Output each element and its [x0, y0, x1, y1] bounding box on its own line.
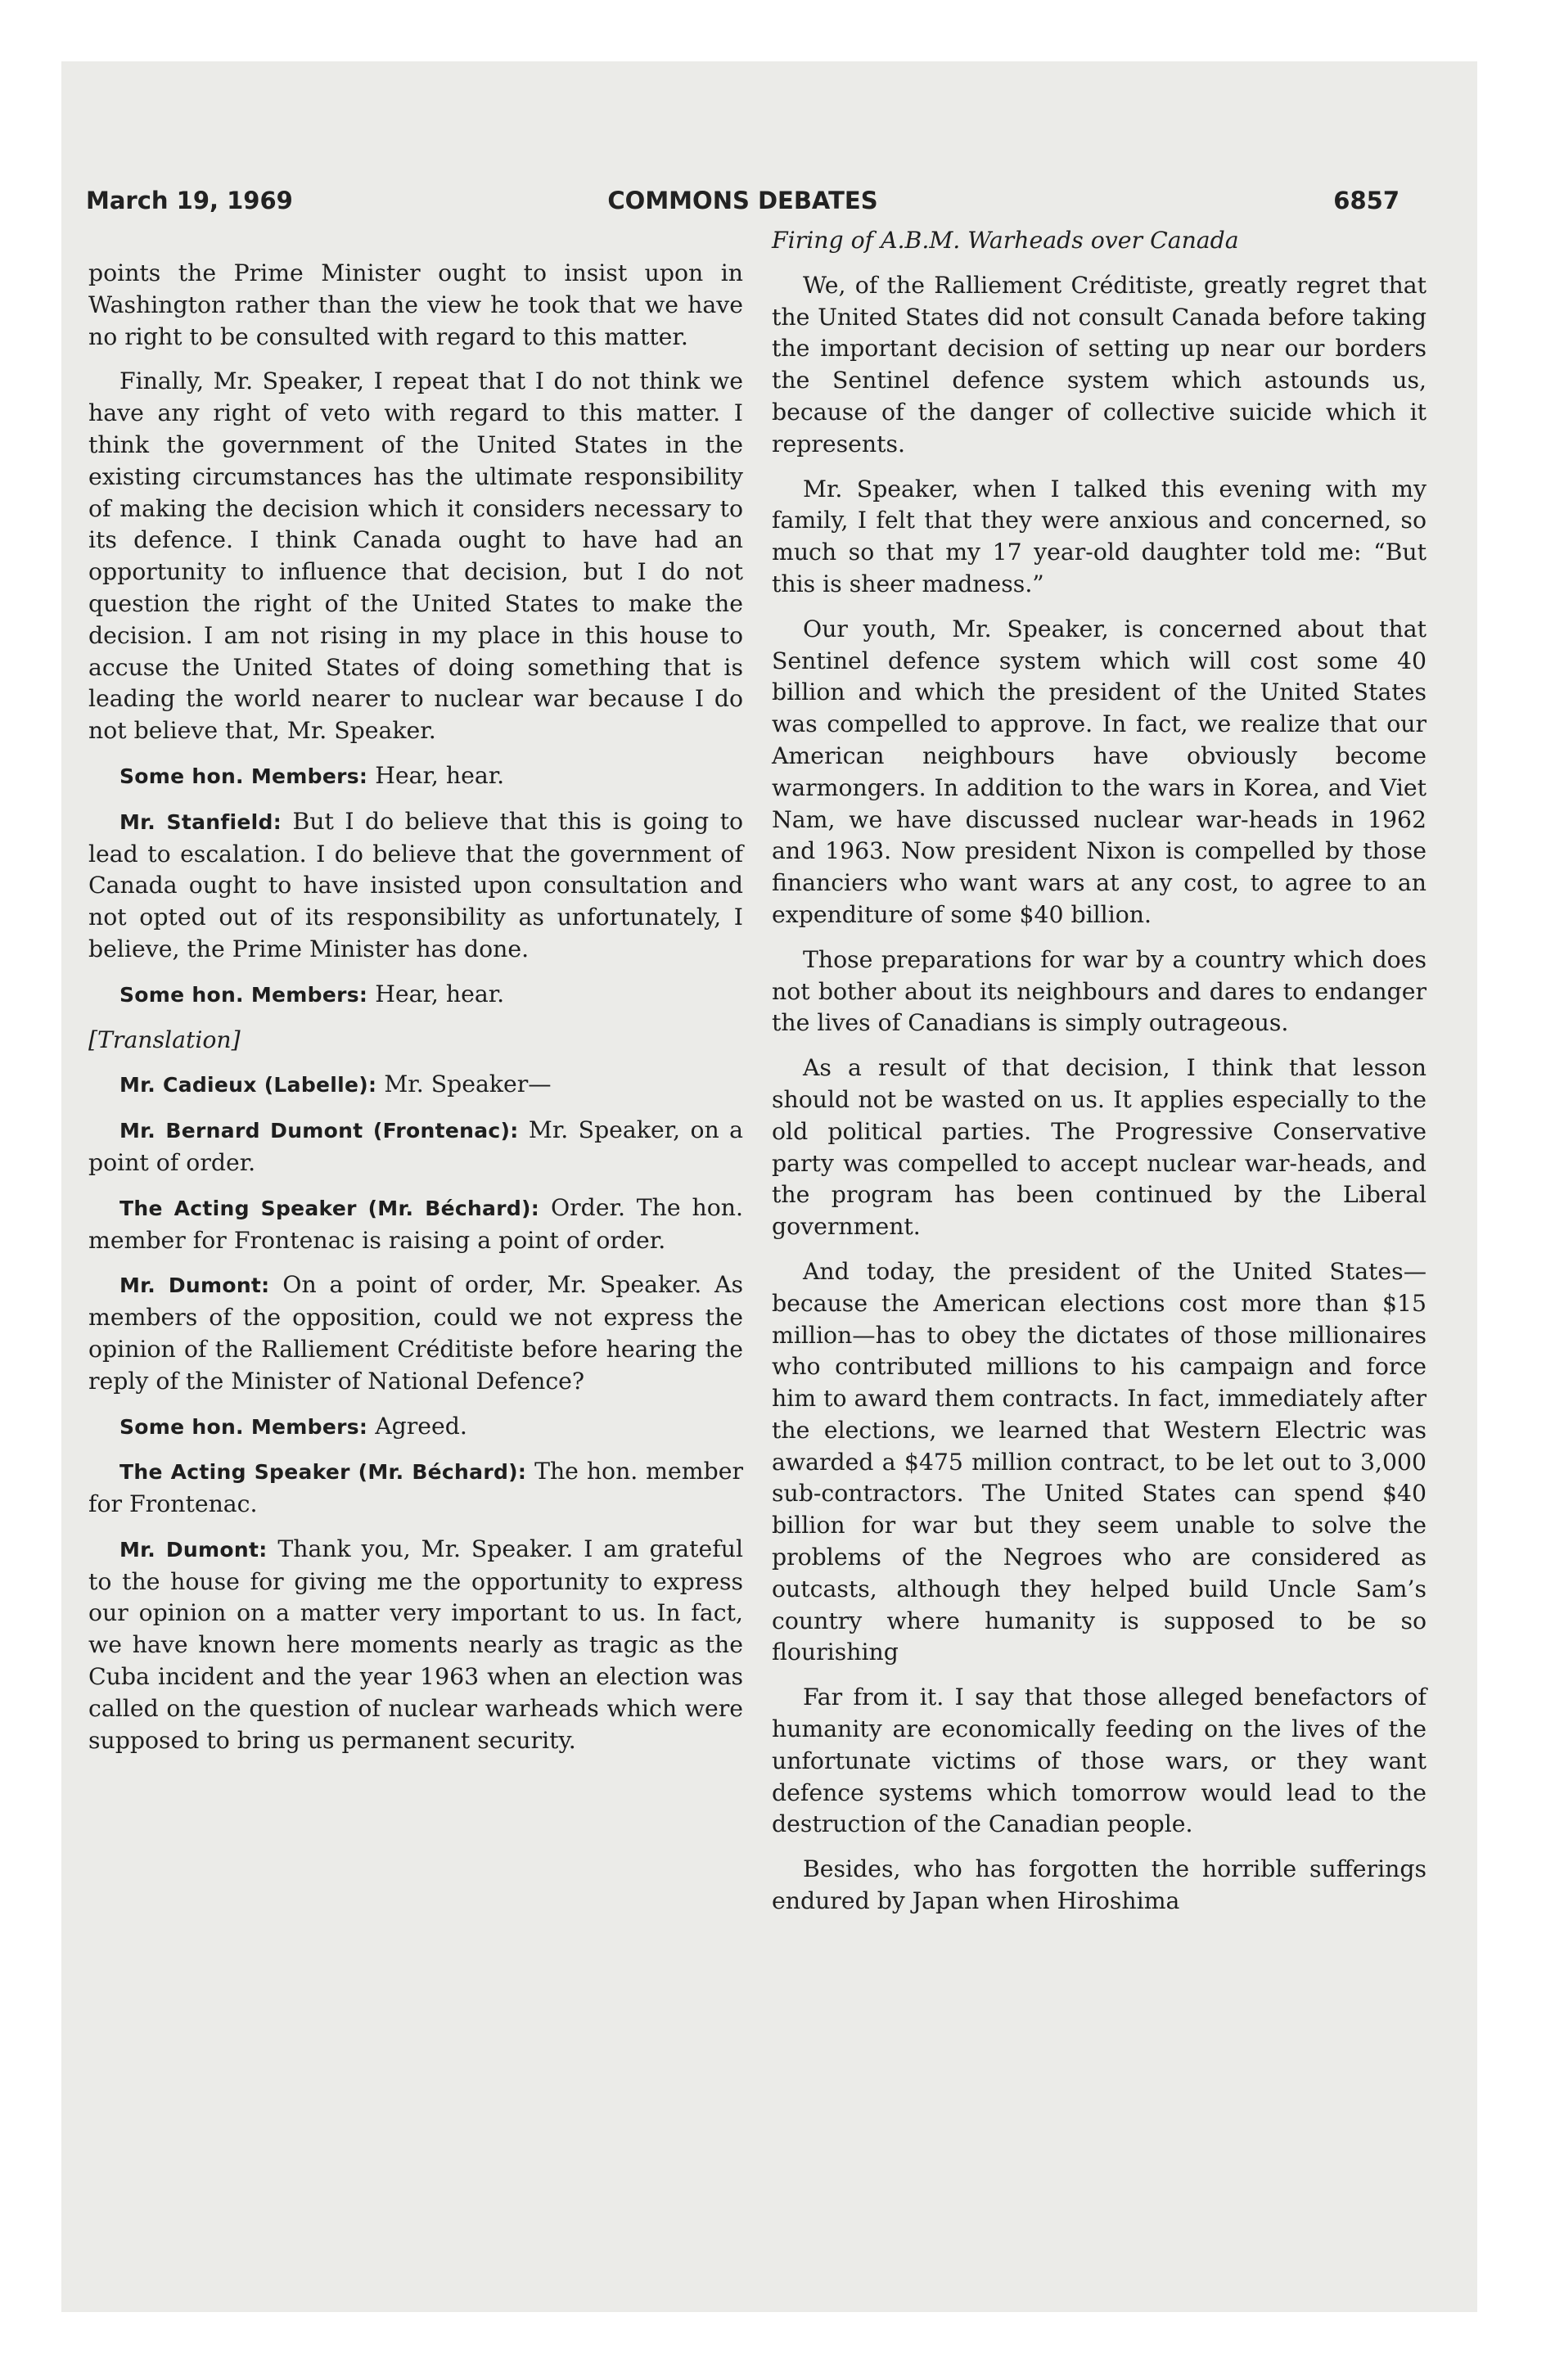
page-number: 6857: [1333, 187, 1400, 214]
right-column: [772, 225, 1427, 1931]
paragraph: [88, 1192, 743, 1257]
paragraph: [88, 1069, 743, 1102]
paragraph: As a result of that decision, I think that lesson should not be wasted on us. It applies especially to the old political parties. The Progressive Conservative party was compelled to accept nuclear war-heads, and the program has been continued by the Liberal government.: [772, 1054, 1427, 1241]
paragraph-text: Thank you, Mr. Speaker. I am grateful to the house for giving me the opportunity to express our opinion on a matter very important to us. In fact, we have known here moments nearly as tragic as the Cuba incident and the year 1963 when an election was called on the question of nuclear warheads which were supposed to bring us permanent security.: [88, 1535, 743, 1754]
header-title: COMMONS DEBATES: [607, 187, 878, 214]
speaker-name: Mr. Dumont:: [119, 1273, 270, 1298]
paragraph-text: The hon. member for Frontenac.: [88, 1458, 743, 1518]
paragraph-text: Hear, hear.: [375, 980, 505, 1007]
speaker-name: The Acting Speaker (Mr. Béchard):: [119, 1460, 527, 1485]
paragraph: Far from it. I say that those alleged benefactors of humanity are economically feeding on the lives of the unfortunate victims of those wars, or they want defence systems which tomorrow would lead to the destruction of the Canadian people.: [772, 1684, 1427, 1838]
paragraph-text: Mr. Speaker, on a point of order.: [88, 1116, 743, 1176]
speaker-name: Some hon. Members:: [119, 1414, 368, 1439]
paragraph: Besides, who has forgotten the horrible sufferings endured by Japan when Hiroshima: [772, 1855, 1427, 1915]
left-column: [88, 258, 743, 1769]
paragraph-text: Mr. Speaker—: [384, 1071, 552, 1098]
paragraph: [88, 979, 743, 1012]
paragraph: Those preparations for war by a country which does not bother about its neighbours and dares to endanger the lives of Canadians is simply outrageous.: [772, 945, 1427, 1037]
speaker-name: Mr. Bernard Dumont (Frontenac):: [119, 1119, 519, 1143]
page-header: [86, 187, 1400, 223]
speaker-name: Mr. Cadieux (Labelle):: [119, 1073, 377, 1098]
paragraph: [88, 1025, 743, 1057]
paragraph: [88, 366, 743, 747]
paragraph-text: Hear, hear.: [375, 761, 505, 789]
paragraph-text: points the Prime Minister ought to insist upon in Washington rather than the view he took that we have no right to be consulted with regard to this matter.: [88, 259, 743, 350]
paragraph: [88, 1456, 743, 1521]
paragraph: And today, the president of the United States—because the American elections cost more than $15 million—has to obey the dictates of those millionaires who contributed millions to his campaign and force him to award them contracts. In fact, immediately after the elections, we learned that Western Electric was awarded a $475 million contract, to be let out to 3,000 sub-contractors. The United States can spend $40 billion for war but they seem unable to solve the problems of the Negroes who are considered as outcasts, although they helped build Uncle Sam’s country where humanity is supposed to be so flourishing: [772, 1257, 1427, 1666]
paragraph: [88, 258, 743, 353]
speaker-name: Mr. Dumont:: [119, 1537, 268, 1562]
section-heading: Firing of A.B.M. Warheads over Canada: [772, 227, 1239, 254]
paragraph: We, of the Ralliement Créditiste, greatly regret that the United States did not consult Canada before taking the important decision of setting up near our borders the Sentinel defence system which astounds us, because of the danger of collective suicide which it represents.: [772, 271, 1427, 458]
paragraph-text: Order. The hon. member for Frontenac is raising a point of order.: [88, 1193, 743, 1254]
paragraph: [88, 760, 743, 793]
speaker-name: Some hon. Members:: [119, 764, 368, 788]
speaker-name: The Acting Speaker (Mr. Béchard):: [119, 1196, 540, 1220]
speaker-name: Some hon. Members:: [119, 982, 368, 1007]
paragraph-text: Agreed.: [375, 1412, 467, 1440]
speaker-name: Mr. Stanfield:: [119, 809, 282, 834]
paragraph-text: But I do believe that this is going to lead to escalation. I do believe that the government of Canada ought to have insisted upon consultation and not opted out of its responsibility as unfortunately, I believe, the Prime Minister has done.: [88, 807, 743, 962]
paragraph-text: [Translation]: [88, 1025, 241, 1053]
paragraph-text: Finally, Mr. Speaker, I repeat that I do not think we have any right of veto with regard to this matter. I think the government of the United States in the existing circumstances has the ultimate responsibility of making the decision which it considers necessary to its defence. I think Canada ought to have had an opportunity to influence that decision, but I do not question the right of the United States to make the decision. I am not rising in my place in this house to accuse the United States of doing something that is leading the world nearer to nuclear war because I do not believe that, Mr. Speaker.: [88, 367, 743, 745]
paragraph: [88, 1534, 743, 1757]
right-column-body: [772, 270, 1427, 1918]
paragraph: [88, 806, 743, 966]
paragraph: Mr. Speaker, when I talked this evening with my family, I felt that they were anxious and concerned, so much so that my 17 year-old daughter told me: “But this is sheer madness.”: [772, 475, 1427, 597]
paragraph: Our youth, Mr. Speaker, is concerned about that Sentinel defence system which will cost some 40 billion and which the president of the United States was compelled to approve. In fact, we realize that our American neighbours have obviously become warmongers. In addition to the wars in Korea, and Viet Nam, we have discussed nuclear war-heads in 1962 and 1963. Now president Nixon is compelled by those financiers who want wars at any cost, to agree to an expenditure of some $40 billion.: [772, 615, 1427, 928]
header-date: March 19, 1969: [86, 187, 293, 214]
paragraph-text: On a point of order, Mr. Speaker. As members of the opposition, could we not express the opinion of the Ralliement Créditiste before hearing the reply of the Minister of National Defence?: [88, 1271, 743, 1395]
paragraph: [88, 1269, 743, 1397]
paragraph: [88, 1411, 743, 1444]
paragraph: [88, 1115, 743, 1179]
